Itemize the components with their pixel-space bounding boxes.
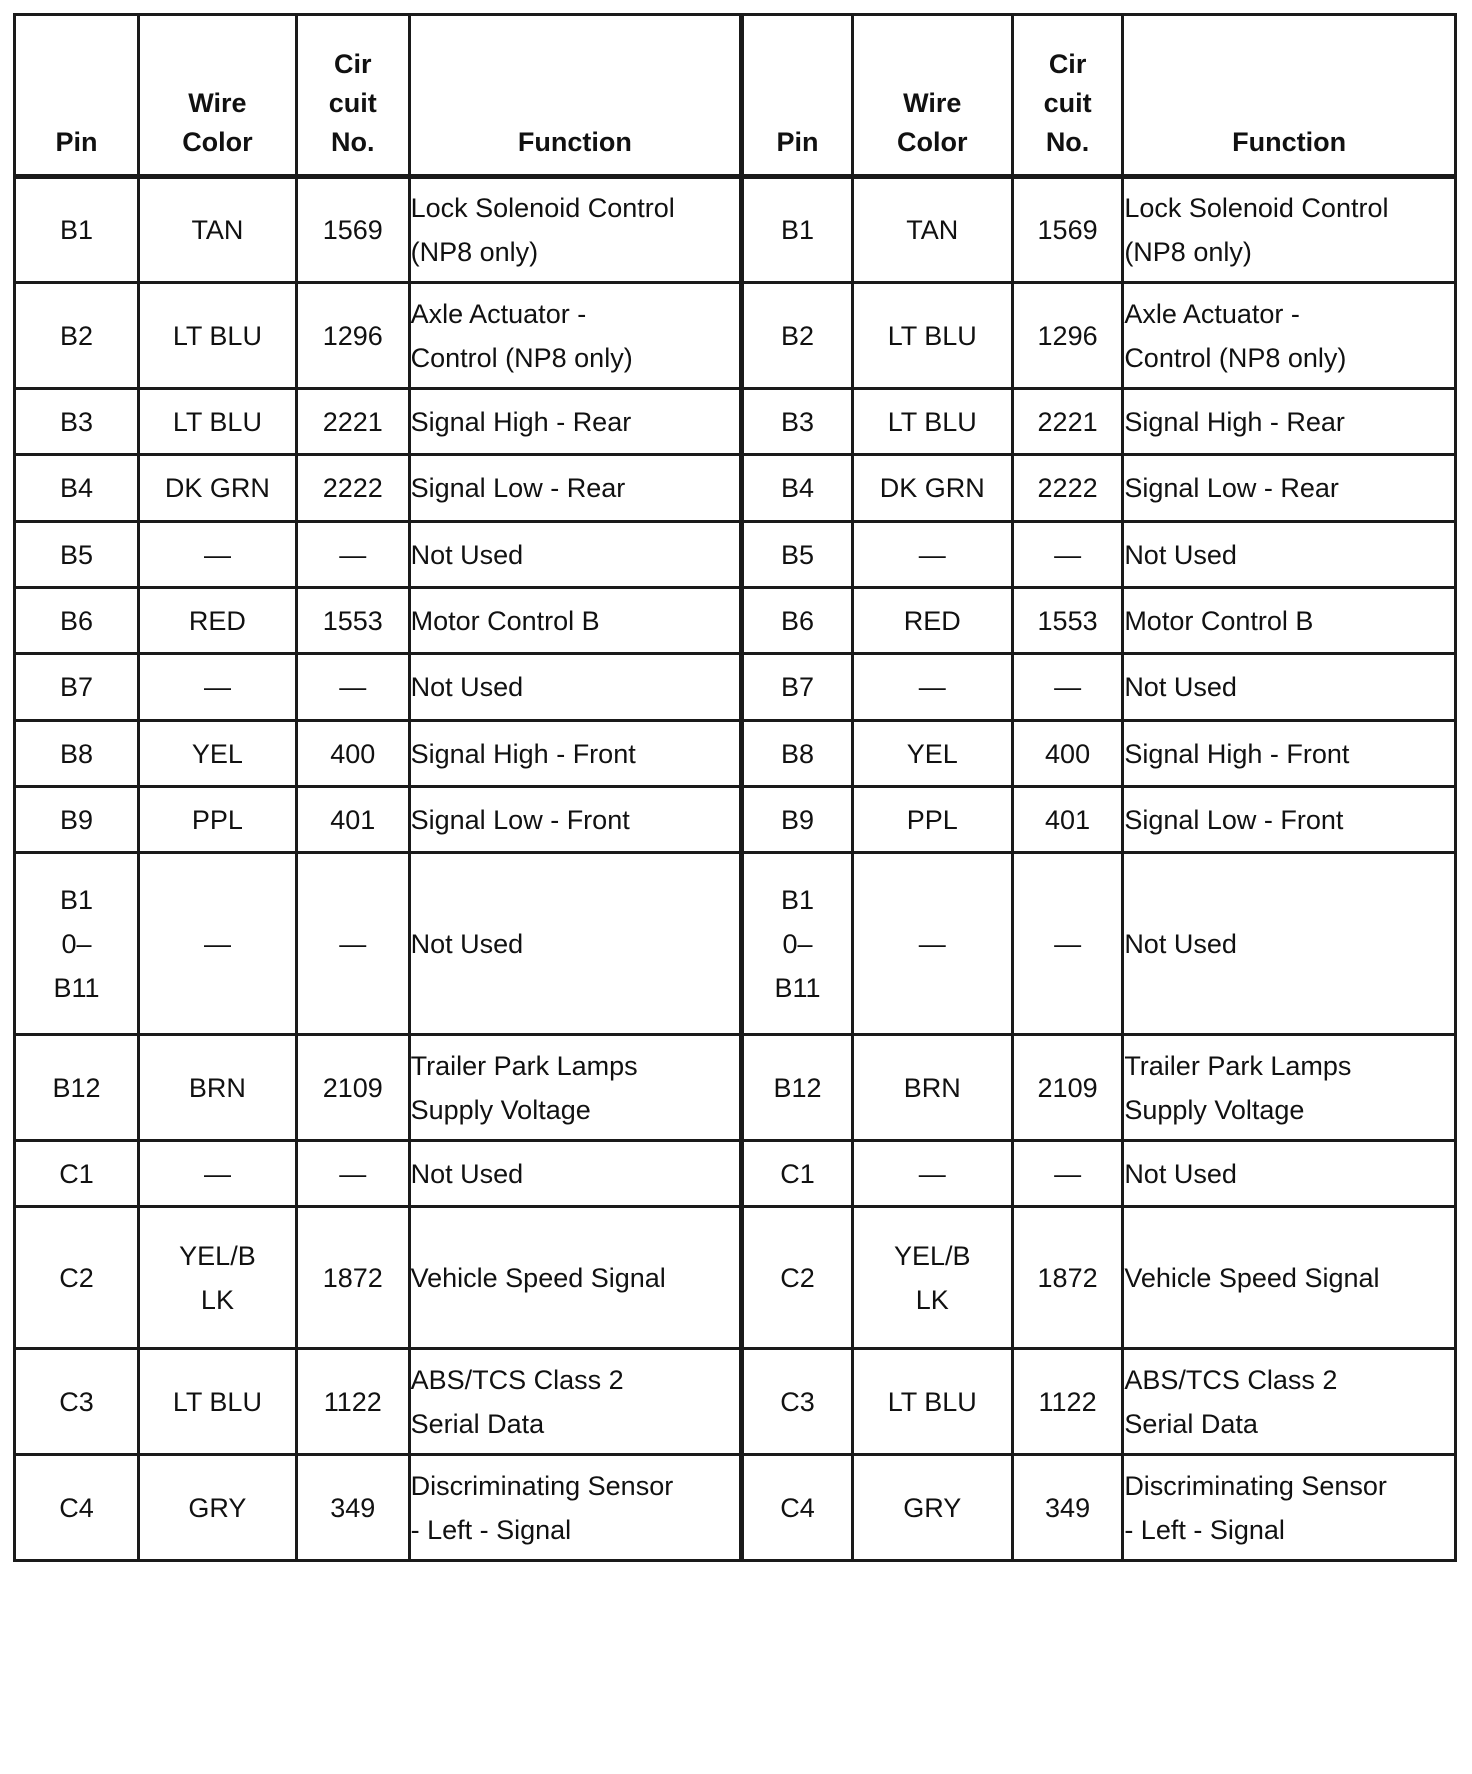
- circuit-number-cell-text: 400: [330, 738, 376, 769]
- function-cell-text: Lock Solenoid Control (NP8 only): [410, 193, 675, 267]
- connector-pinout-sheet: [13, 13, 1457, 1562]
- pin-cell-text: C1: [780, 1158, 815, 1189]
- circuit-number-cell-text: 1872: [322, 1262, 383, 1293]
- circuit-number-cell-text: —: [1054, 672, 1082, 702]
- pin-cell-left: [15, 455, 139, 522]
- wire-color-cell-text: —: [918, 672, 946, 702]
- function-cell-text: Trailer Park Lamps Supply Voltage: [410, 1050, 638, 1125]
- wire-color-cell-text: TAN: [906, 215, 959, 245]
- function-cell-text: Not Used: [410, 539, 524, 570]
- table-row: [15, 283, 1456, 389]
- wire-color-cell-left: [139, 455, 297, 522]
- pin-cell-right: [742, 1207, 852, 1349]
- function-cell-text: Discriminating Sensor - Left - Signal: [410, 1470, 674, 1545]
- circuit-number-cell-left: [296, 1349, 409, 1455]
- wire-color-cell-text: DK GRN: [879, 473, 985, 503]
- pin-cell-text: C4: [780, 1492, 815, 1523]
- wire-color-cell-text: RED: [188, 605, 246, 636]
- wire-color-cell-right: [852, 787, 1012, 853]
- pin-cell-text: C1: [59, 1158, 94, 1189]
- pin-cell-left: [15, 1207, 139, 1349]
- pin-cell-text: C2: [780, 1262, 815, 1293]
- wire-color-cell-text: —: [203, 672, 231, 702]
- circuit-number-cell-text: 1296: [1037, 320, 1098, 351]
- circuit-number-cell-left: [296, 455, 409, 522]
- header-wire-color-right: Wire Color: [852, 15, 1012, 177]
- function-cell-text: Signal Low - Front: [1124, 804, 1344, 835]
- header-function-right: Function: [1123, 15, 1456, 177]
- pin-cell-left: [15, 177, 139, 283]
- function-cell-left: [409, 721, 742, 787]
- circuit-number-cell-right: [1012, 522, 1122, 588]
- circuit-number-cell-text: 2109: [1037, 1072, 1098, 1103]
- pin-cell-text: B9: [780, 804, 814, 835]
- wire-color-cell-right: [852, 654, 1012, 721]
- pin-cell-right: [742, 588, 852, 654]
- circuit-number-cell-text: 401: [330, 804, 376, 835]
- pin-cell-text: B7: [59, 672, 94, 702]
- pin-cell-text: B2: [780, 320, 814, 351]
- wire-color-cell-text: TAN: [191, 215, 244, 245]
- header-wire-color-left: Wire Color: [139, 15, 297, 177]
- function-cell-text: Motor Control B: [410, 605, 600, 636]
- function-cell-text: Trailer Park Lamps Supply Voltage: [1124, 1050, 1352, 1125]
- wire-color-cell-text: LT BLU: [172, 320, 262, 351]
- wire-color-cell-text: LT BLU: [172, 1386, 262, 1417]
- circuit-number-cell-right: [1012, 1035, 1122, 1141]
- function-cell-right: [1123, 654, 1456, 721]
- wire-color-cell-text: BRN: [903, 1072, 961, 1103]
- wire-color-cell-right: [852, 177, 1012, 283]
- pin-cell-text: B4: [59, 473, 94, 503]
- circuit-number-cell-text: —: [339, 539, 367, 570]
- function-cell-text: Discriminating Sensor - Left - Signal: [1124, 1470, 1387, 1545]
- table-row: [15, 654, 1456, 721]
- function-cell-left: [409, 1455, 742, 1561]
- circuit-number-cell-left: [296, 1141, 409, 1207]
- pin-cell-right: [742, 389, 852, 455]
- circuit-number-cell-text: 2222: [1037, 473, 1098, 503]
- function-cell-text: Signal Low - Front: [410, 804, 630, 835]
- circuit-number-cell-left: [296, 721, 409, 787]
- wire-color-cell-right: [852, 283, 1012, 389]
- wire-color-cell-left: [139, 787, 297, 853]
- circuit-number-cell-text: 349: [1045, 1492, 1091, 1523]
- header-circuit-no-right: Cir cuit No.: [1012, 15, 1122, 177]
- circuit-number-cell-right: [1012, 1349, 1122, 1455]
- circuit-number-cell-left: [296, 853, 409, 1035]
- pin-cell-text: B2: [59, 320, 94, 351]
- pin-cell-text: B6: [59, 605, 94, 636]
- pin-cell-left: [15, 588, 139, 654]
- circuit-number-cell-right: [1012, 654, 1122, 721]
- wire-color-cell-text: PPL: [906, 804, 958, 835]
- circuit-number-cell-left: [296, 787, 409, 853]
- table-row: [15, 588, 1456, 654]
- wire-color-cell-left: [139, 283, 297, 389]
- function-cell-text: Signal High - Front: [1124, 738, 1350, 769]
- function-cell-text: Signal Low - Rear: [410, 473, 626, 503]
- pin-cell-right: [742, 853, 852, 1035]
- pin-cell-left: [15, 389, 139, 455]
- table-row: [15, 1455, 1456, 1561]
- function-cell-left: [409, 283, 742, 389]
- circuit-number-cell-right: [1012, 177, 1122, 283]
- circuit-number-cell-text: 1122: [323, 1386, 382, 1417]
- wire-color-cell-right: [852, 1455, 1012, 1561]
- wire-color-cell-text: LT BLU: [172, 406, 262, 437]
- table-row: [15, 1035, 1456, 1141]
- pin-cell-left: [15, 1035, 139, 1141]
- wire-color-cell-left: [139, 721, 297, 787]
- wire-color-cell-left: [139, 522, 297, 588]
- function-cell-text: Not Used: [1124, 928, 1237, 959]
- pin-cell-left: [15, 1349, 139, 1455]
- circuit-number-cell-left: [296, 283, 409, 389]
- table-row: [15, 522, 1456, 588]
- pin-cell-right: [742, 1455, 852, 1561]
- table-row: [15, 853, 1456, 1035]
- pin-cell-left: [15, 283, 139, 389]
- function-cell-text: Vehicle Speed Signal: [1124, 1262, 1380, 1293]
- function-cell-text: ABS/TCS Class 2 Serial Data: [1124, 1364, 1338, 1439]
- wire-color-cell-right: [852, 1035, 1012, 1141]
- wire-color-cell-text: —: [203, 539, 231, 570]
- function-cell-right: [1123, 1455, 1456, 1561]
- function-cell-right: [1123, 455, 1456, 522]
- function-cell-left: [409, 1141, 742, 1207]
- wire-color-cell-text: PPL: [191, 804, 243, 835]
- function-cell-text: Not Used: [1124, 1158, 1237, 1189]
- circuit-number-cell-text: —: [339, 672, 367, 702]
- function-cell-text: Signal Low - Rear: [1124, 473, 1339, 503]
- pin-cell-right: [742, 283, 852, 389]
- circuit-number-cell-text: 401: [1045, 804, 1091, 835]
- circuit-number-cell-text: —: [1054, 1158, 1082, 1189]
- pin-cell-text: B5: [780, 539, 814, 570]
- wire-color-cell-left: [139, 1141, 297, 1207]
- function-cell-text: Signal High - Front: [410, 738, 636, 769]
- wire-color-cell-left: [139, 588, 297, 654]
- header-pin-left: Pin: [15, 15, 139, 177]
- pin-cell-left: [15, 1455, 139, 1561]
- circuit-number-cell-right: [1012, 1207, 1122, 1349]
- function-cell-right: [1123, 853, 1456, 1035]
- circuit-number-cell-text: 1553: [1037, 605, 1098, 636]
- circuit-number-cell-text: —: [1054, 928, 1082, 959]
- wire-color-cell-left: [139, 853, 297, 1035]
- wire-color-cell-text: LT BLU: [887, 406, 977, 437]
- wire-color-cell-text: YEL/B LK: [894, 1240, 971, 1315]
- wire-color-cell-left: [139, 1349, 297, 1455]
- function-cell-left: [409, 1349, 742, 1455]
- circuit-number-cell-text: 1553: [322, 605, 383, 636]
- circuit-number-cell-right: [1012, 853, 1122, 1035]
- pin-cell-text: B8: [780, 738, 814, 769]
- wire-color-cell-text: YEL: [191, 738, 243, 769]
- circuit-number-cell-left: [296, 588, 409, 654]
- pin-cell-right: [742, 654, 852, 721]
- wire-color-cell-text: —: [918, 539, 946, 570]
- wire-color-cell-right: [852, 1207, 1012, 1349]
- pin-cell-text: B1: [59, 215, 94, 245]
- function-cell-left: [409, 177, 742, 283]
- pin-cell-text: C2: [59, 1262, 94, 1293]
- circuit-number-cell-text: —: [1054, 539, 1082, 570]
- pin-cell-right: [742, 177, 852, 283]
- wire-color-cell-right: [852, 588, 1012, 654]
- header-circuit-no-left: Cir cuit No.: [296, 15, 409, 177]
- wire-color-cell-text: —: [203, 1158, 231, 1189]
- pin-cell-text: B1 0– B11: [774, 884, 821, 1003]
- wire-color-cell-left: [139, 1207, 297, 1349]
- pin-cell-right: [742, 455, 852, 522]
- function-cell-right: [1123, 721, 1456, 787]
- wire-color-cell-right: [852, 1349, 1012, 1455]
- function-cell-right: [1123, 1141, 1456, 1207]
- function-cell-text: Not Used: [410, 1158, 524, 1189]
- circuit-number-cell-text: —: [339, 1158, 367, 1189]
- pin-cell-right: [742, 787, 852, 853]
- pin-cell-right: [742, 522, 852, 588]
- wire-color-cell-right: [852, 721, 1012, 787]
- circuit-number-cell-text: 400: [1045, 738, 1091, 769]
- pin-cell-right: [742, 721, 852, 787]
- circuit-number-cell-left: [296, 389, 409, 455]
- wire-color-cell-text: YEL: [906, 738, 958, 769]
- pin-cell-left: [15, 853, 139, 1035]
- header-pin-right: Pin: [742, 15, 852, 177]
- function-cell-text: Signal High - Rear: [410, 406, 632, 437]
- function-cell-left: [409, 654, 742, 721]
- wire-color-cell-text: LT BLU: [887, 320, 977, 351]
- circuit-number-cell-text: 1569: [322, 215, 383, 245]
- function-cell-left: [409, 455, 742, 522]
- wire-color-cell-right: [852, 522, 1012, 588]
- wire-color-cell-left: [139, 1455, 297, 1561]
- circuit-number-cell-left: [296, 1035, 409, 1141]
- function-cell-left: [409, 522, 742, 588]
- function-cell-text: ABS/TCS Class 2 Serial Data: [410, 1364, 624, 1439]
- pin-cell-text: B8: [59, 738, 94, 769]
- pin-cell-text: C3: [780, 1386, 815, 1417]
- function-cell-text: Lock Solenoid Control (NP8 only): [1124, 193, 1389, 267]
- pin-cell-left: [15, 721, 139, 787]
- pin-cell-text: B12: [52, 1072, 101, 1103]
- wire-color-cell-right: [852, 455, 1012, 522]
- function-cell-left: [409, 1035, 742, 1141]
- circuit-number-cell-text: —: [339, 928, 367, 959]
- circuit-number-cell-right: [1012, 283, 1122, 389]
- pin-cell-right: [742, 1349, 852, 1455]
- function-cell-right: [1123, 283, 1456, 389]
- table-body: [15, 177, 1456, 1561]
- function-cell-text: Signal High - Rear: [1124, 406, 1345, 437]
- pin-cell-text: B12: [773, 1072, 822, 1103]
- pin-cell-left: [15, 522, 139, 588]
- pin-cell-text: B1 0– B11: [53, 884, 100, 1003]
- pin-cell-text: B3: [780, 406, 814, 437]
- circuit-number-cell-left: [296, 1455, 409, 1561]
- pin-cell-text: B4: [780, 473, 814, 503]
- wire-color-cell-left: [139, 177, 297, 283]
- wire-color-cell-text: —: [918, 928, 946, 959]
- pin-cell-right: [742, 1141, 852, 1207]
- header-function-left: Function: [409, 15, 742, 177]
- circuit-number-cell-left: [296, 1207, 409, 1349]
- circuit-number-cell-right: [1012, 1455, 1122, 1561]
- wire-color-cell-text: GRY: [903, 1492, 962, 1523]
- function-cell-left: [409, 853, 742, 1035]
- connector-pinout-table: [13, 13, 1457, 1562]
- circuit-number-cell-text: 1296: [322, 320, 383, 351]
- circuit-number-cell-text: 2221: [1037, 406, 1098, 437]
- pin-cell-left: [15, 1141, 139, 1207]
- function-cell-text: Motor Control B: [1124, 605, 1314, 636]
- pin-cell-text: B7: [780, 672, 814, 702]
- wire-color-cell-text: LT BLU: [887, 1386, 977, 1417]
- wire-color-cell-left: [139, 654, 297, 721]
- function-cell-right: [1123, 1207, 1456, 1349]
- circuit-number-cell-left: [296, 522, 409, 588]
- circuit-number-cell-text: 2109: [322, 1072, 383, 1103]
- function-cell-text: Not Used: [1124, 539, 1237, 570]
- circuit-number-cell-text: 1122: [1038, 1386, 1097, 1417]
- pin-cell-left: [15, 654, 139, 721]
- pin-cell-text: B3: [59, 406, 94, 437]
- pin-cell-text: B5: [59, 539, 94, 570]
- pin-cell-text: C4: [59, 1492, 94, 1523]
- circuit-number-cell-right: [1012, 721, 1122, 787]
- function-cell-left: [409, 588, 742, 654]
- table-row: [15, 721, 1456, 787]
- wire-color-cell-text: —: [918, 1158, 946, 1189]
- wire-color-cell-text: BRN: [188, 1072, 246, 1103]
- function-cell-right: [1123, 1035, 1456, 1141]
- table-row: [15, 389, 1456, 455]
- wire-color-cell-text: YEL/B LK: [179, 1240, 256, 1315]
- function-cell-right: [1123, 177, 1456, 283]
- function-cell-right: [1123, 522, 1456, 588]
- table-row: [15, 1349, 1456, 1455]
- wire-color-cell-text: DK GRN: [164, 473, 270, 503]
- pin-cell-text: B6: [780, 605, 814, 636]
- pin-cell-text: B1: [780, 215, 814, 245]
- function-cell-text: Axle Actuator - Control (NP8 only): [410, 298, 633, 373]
- pin-cell-text: C3: [59, 1386, 94, 1417]
- wire-color-cell-text: GRY: [188, 1492, 247, 1523]
- circuit-number-cell-text: 349: [330, 1492, 376, 1523]
- wire-color-cell-right: [852, 1141, 1012, 1207]
- function-cell-right: [1123, 389, 1456, 455]
- function-cell-left: [409, 389, 742, 455]
- function-cell-left: [409, 787, 742, 853]
- wire-color-cell-text: RED: [903, 605, 961, 636]
- function-cell-right: [1123, 588, 1456, 654]
- circuit-number-cell-right: [1012, 389, 1122, 455]
- function-cell-text: Vehicle Speed Signal: [410, 1262, 666, 1293]
- circuit-number-cell-right: [1012, 588, 1122, 654]
- circuit-number-cell-text: 2221: [322, 406, 383, 437]
- table-header: [15, 15, 1456, 177]
- wire-color-cell-left: [139, 389, 297, 455]
- circuit-number-cell-text: 1872: [1037, 1262, 1098, 1293]
- wire-color-cell-left: [139, 1035, 297, 1141]
- wire-color-cell-text: —: [203, 928, 231, 959]
- circuit-number-cell-left: [296, 177, 409, 283]
- function-cell-text: Axle Actuator - Control (NP8 only): [1124, 298, 1347, 373]
- table-row: [15, 455, 1456, 522]
- wire-color-cell-right: [852, 853, 1012, 1035]
- pin-cell-text: B9: [59, 804, 94, 835]
- table-row: [15, 1207, 1456, 1349]
- circuit-number-cell-left: [296, 654, 409, 721]
- function-cell-left: [409, 1207, 742, 1349]
- circuit-number-cell-right: [1012, 455, 1122, 522]
- pin-cell-left: [15, 787, 139, 853]
- function-cell-right: [1123, 787, 1456, 853]
- function-cell-text: Not Used: [1124, 672, 1237, 702]
- pin-cell-right: [742, 1035, 852, 1141]
- circuit-number-cell-text: 1569: [1037, 215, 1098, 245]
- table-row: [15, 1141, 1456, 1207]
- function-cell-text: Not Used: [410, 928, 524, 959]
- circuit-number-cell-right: [1012, 787, 1122, 853]
- function-cell-text: Not Used: [410, 672, 524, 702]
- circuit-number-cell-right: [1012, 1141, 1122, 1207]
- circuit-number-cell-text: 2222: [322, 473, 383, 503]
- table-row: [15, 787, 1456, 853]
- function-cell-right: [1123, 1349, 1456, 1455]
- table-row: [15, 177, 1456, 283]
- wire-color-cell-right: [852, 389, 1012, 455]
- header-row: [15, 15, 1456, 177]
